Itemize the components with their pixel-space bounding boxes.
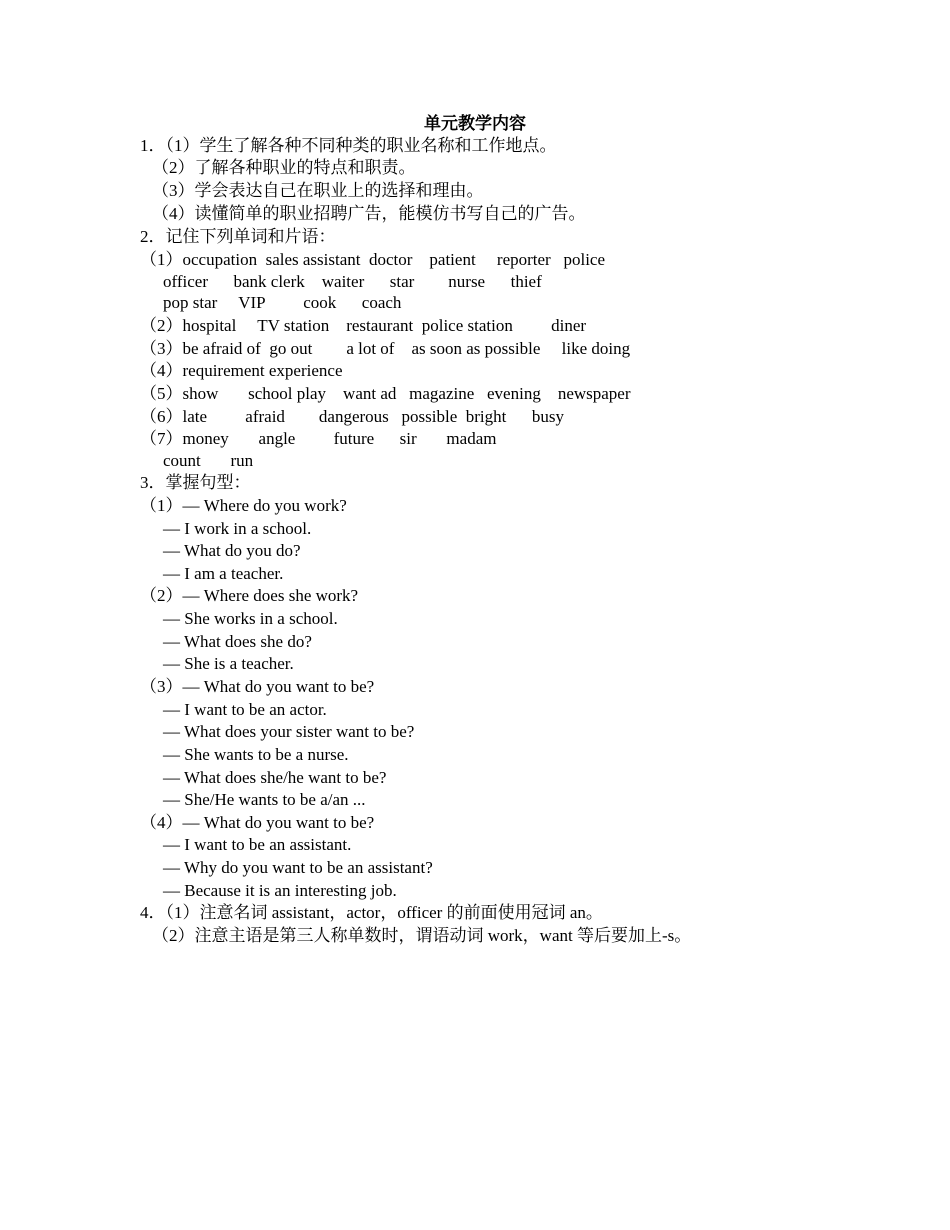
vocab-line: count run <box>163 451 254 470</box>
dialogue-line: — She works in a school. <box>163 609 338 628</box>
grammar-note-2: （2）注意主语是第三人称单数时，谓语动词 work，want 等后要加上-s。 <box>152 926 692 945</box>
section-heading-vocabulary: 2．记住下列单词和片语： <box>140 227 336 246</box>
dialogue-line: — I work in a school. <box>163 519 312 538</box>
document-title: 单元教学内容 <box>424 114 526 133</box>
dialogue-line: （3）— What do you want to be? <box>140 677 375 696</box>
section-heading-sentences: 3．掌握句型： <box>140 473 251 492</box>
dialogue-line: — I want to be an actor. <box>163 700 327 719</box>
objective-2: （2）了解各种职业的特点和职责。 <box>152 158 416 177</box>
dialogue-line: — She is a teacher. <box>163 654 294 673</box>
objective-4: （4）读懂简单的职业招聘广告，能模仿书写自己的广告。 <box>152 204 586 223</box>
vocab-line: （7）money angle future sir madam <box>140 429 497 448</box>
objective-3: （3）学会表达自己在职业上的选择和理由。 <box>152 181 484 200</box>
dialogue-line: — What does she/he want to be? <box>163 768 387 787</box>
dialogue-line: — What do you do? <box>163 541 301 560</box>
vocab-line: （2）hospital TV station restaurant police station diner <box>140 316 587 335</box>
dialogue-line: — She/He wants to be a/an ... <box>163 790 366 809</box>
vocab-line: pop star VIP cook coach <box>163 293 402 312</box>
objective-1: 1．（1）学生了解各种不同种类的职业名称和工作地点。 <box>140 136 557 155</box>
vocab-line: （1）occupation sales assistant doctor patient reporter police <box>140 250 606 269</box>
dialogue-line: — I want to be an assistant. <box>163 835 352 854</box>
grammar-note-1: 4．（1）注意名词 assistant，actor，officer 的前面使用冠词 an。 <box>140 903 603 922</box>
vocab-line: （3）be afraid of go out a lot of as soon as possible like doing <box>140 339 631 358</box>
vocab-line: （6）late afraid dangerous possible bright busy <box>140 407 564 426</box>
dialogue-line: — I am a teacher. <box>163 564 284 583</box>
dialogue-line: — What does your sister want to be? <box>163 722 415 741</box>
dialogue-line: — Why do you want to be an assistant? <box>163 858 433 877</box>
dialogue-line: （1）— Where do you work? <box>140 496 347 515</box>
vocab-line: officer bank clerk waiter star nurse thief <box>163 272 542 291</box>
dialogue-line: — She wants to be a nurse. <box>163 745 349 764</box>
dialogue-line: （2）— Where does she work? <box>140 586 359 605</box>
vocab-line: （5）show school play want ad magazine evening newspaper <box>140 384 631 403</box>
vocab-line: （4）requirement experience <box>140 361 343 380</box>
dialogue-line: — Because it is an interesting job. <box>163 881 397 900</box>
dialogue-line: — What does she do? <box>163 632 312 651</box>
dialogue-line: （4）— What do you want to be? <box>140 813 375 832</box>
